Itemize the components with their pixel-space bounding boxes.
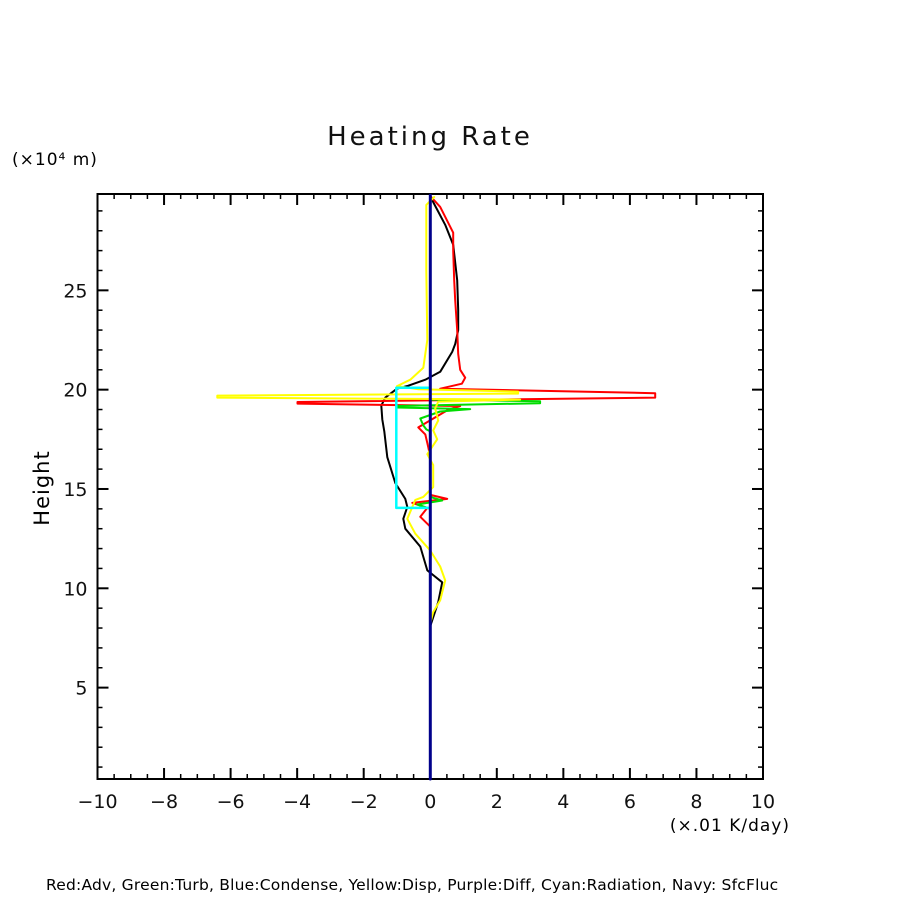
y-tick-label: 15 (63, 478, 88, 501)
series-disp (217, 197, 520, 623)
x-tick-label: 6 (623, 791, 636, 813)
x-tick-label: 0 (424, 791, 437, 813)
y-tick-label: 20 (63, 379, 88, 402)
x-tick-label: −8 (150, 791, 179, 813)
x-tick-label: 10 (750, 791, 776, 813)
y-axis-title: Height (30, 450, 54, 526)
x-tick-label: 2 (490, 791, 503, 813)
series-turb (397, 400, 540, 509)
series-adv (298, 196, 656, 527)
x-tick-label: 4 (557, 791, 570, 813)
x-tick-label: −2 (349, 791, 378, 813)
x-tick-label: −10 (77, 791, 118, 813)
chart-title: Heating Rate (327, 122, 533, 152)
y-tick-label: 5 (75, 677, 88, 700)
legend-caption: Red:Adv, Green:Turb, Blue:Condense, Yellow:Disp, Purple:Diff, Cyan:Radiation, Navy: SfcFluc (46, 876, 779, 894)
y-tick-label: 25 (63, 280, 88, 303)
x-tick-label: 8 (690, 791, 703, 813)
x-tick-label: −6 (216, 791, 245, 813)
x-axis-unit-label: (×.01 K/day) (669, 816, 790, 836)
x-tick-label: −4 (283, 791, 312, 813)
y-tick-label: 10 (63, 578, 88, 601)
y-axis-unit-label: (×10⁴ m) (12, 150, 98, 170)
